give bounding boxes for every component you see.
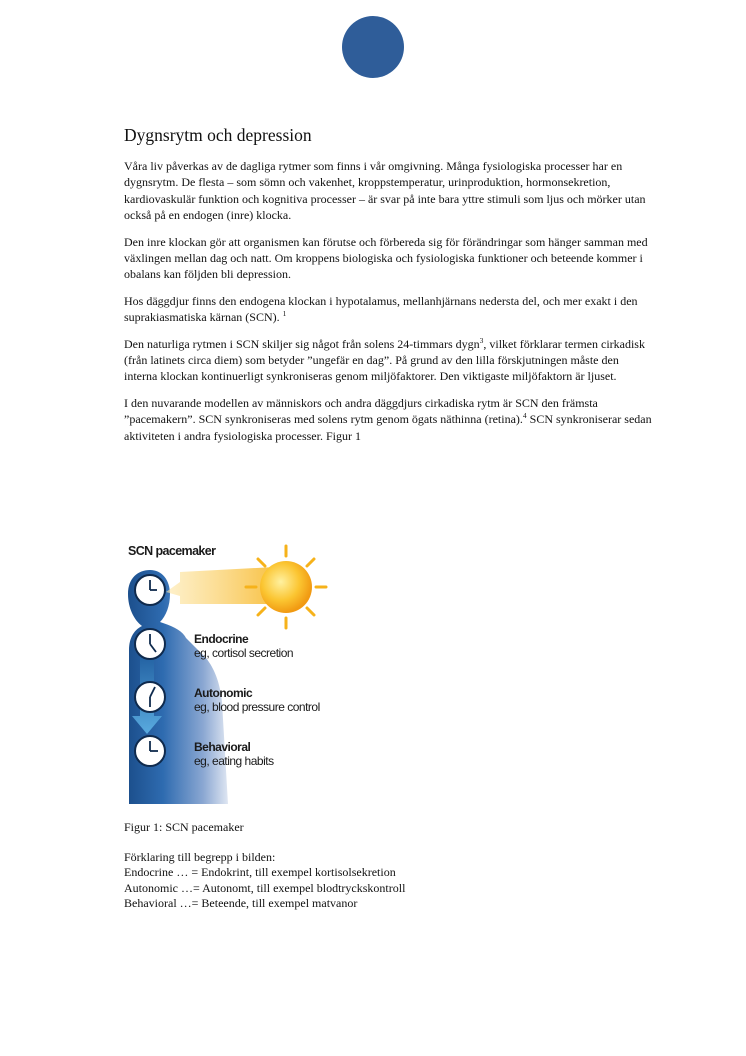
- figure-item-endocrine: [194, 632, 293, 660]
- paragraph-5-text-a: I den nuvarande modellen av människors och andra däggdjurs cirkadiska rytm är SCN den främsta ”pacemakern”. SCN synkroniseras med solens rytm genom ögats näthinna (retina).: [124, 395, 598, 427]
- clock-icon-autonomic: [135, 682, 165, 712]
- figure-item-label: Behavioral: [194, 740, 251, 754]
- footnote-ref: 4: [522, 411, 527, 421]
- figure-caption: Figur 1: SCN pacemaker: [124, 820, 244, 834]
- paragraph-1: Våra liv påverkas av de dagliga rytmer som finns i vår omgivning. Många fysiologiska processer har en dygnsrytm. De flesta – som sömn och vakenhet, kroppstemperatur, urinproduktion, hormonsekretion, kardiovaskulär funktion och kognitiva processer – är svar på inte bara yttre stimuli som ljus och mörker utan också på en endogen (inre) klocka.: [124, 159, 646, 223]
- paragraph-4: [124, 336, 654, 385]
- figure-item-behavioral: [194, 740, 274, 768]
- paragraph-5: [124, 395, 654, 444]
- paragraph-4-text-a: Den naturliga rytmen i SCN skiljer sig något från solens 24-timmars dygn: [124, 336, 480, 351]
- clock-icon-scn: [135, 575, 165, 605]
- footnote-ref: 3: [479, 335, 484, 345]
- figure-item-label: Endocrine: [194, 632, 249, 646]
- paragraph-5-text-b: SCN synkroniserar sedan aktiviteten i andra fysiologiska processer. Figur 1: [124, 412, 652, 443]
- scn-figure: [124, 542, 364, 804]
- clock-icon-endocrine: [135, 629, 165, 659]
- legend-line: Behavioral …= Beteende, till exempel matvanor: [124, 895, 358, 910]
- figure-item-sub: eg, eating habits: [194, 754, 274, 768]
- figure-item-sub: eg, blood pressure control: [194, 700, 320, 714]
- figure-item-sub: eg, cortisol secretion: [194, 646, 294, 660]
- footnote-ref: 1: [282, 309, 287, 319]
- paragraph-3-text: Hos däggdjur finns den endogena klockan i hypotalamus, mellanhjärnans nedersta del, och mer exakt i den suprakiasmatiska kärnan (SCN).: [124, 293, 638, 325]
- figure-item-label: Autonomic: [194, 686, 253, 700]
- legend: [124, 850, 405, 911]
- legend-line: Endocrine … = Endokrint, till exempel kortisolsekretion: [124, 865, 396, 880]
- logo-circle: [342, 16, 404, 78]
- paragraph-2: Den inre klockan gör att organismen kan förutse och förbereda sig för förändringar som hänger samman med växlingen mellan dag och natt. Om kroppens biologiska och fysiologiska funktioner och beteende kommer i obalans kan följden bli depression.: [124, 234, 648, 282]
- page-title: Dygnsrytm och depression: [124, 125, 312, 145]
- paragraph-4-text-b: , vilket förklarar termen cirkadisk (från latinets circa diem) som betyder ”ungefär en dag”. På grund av den lilla förskjutningen måste den interna klockan kontinuerligt synkroniseras genom miljöfaktorer. Den viktigaste miljöfaktorn är ljuset.: [124, 336, 645, 384]
- figure-item-autonomic: [194, 686, 320, 714]
- legend-heading: Förklaring till begrepp i bilden:: [124, 850, 276, 864]
- clock-icon-behavioral: [135, 736, 165, 766]
- figure-heading: SCN pacemaker: [128, 544, 216, 558]
- legend-line: Autonomic …= Autonomt, till exempel blodtryckskontroll: [124, 880, 406, 895]
- paragraph-3: [124, 293, 654, 326]
- document-body: [124, 124, 654, 454]
